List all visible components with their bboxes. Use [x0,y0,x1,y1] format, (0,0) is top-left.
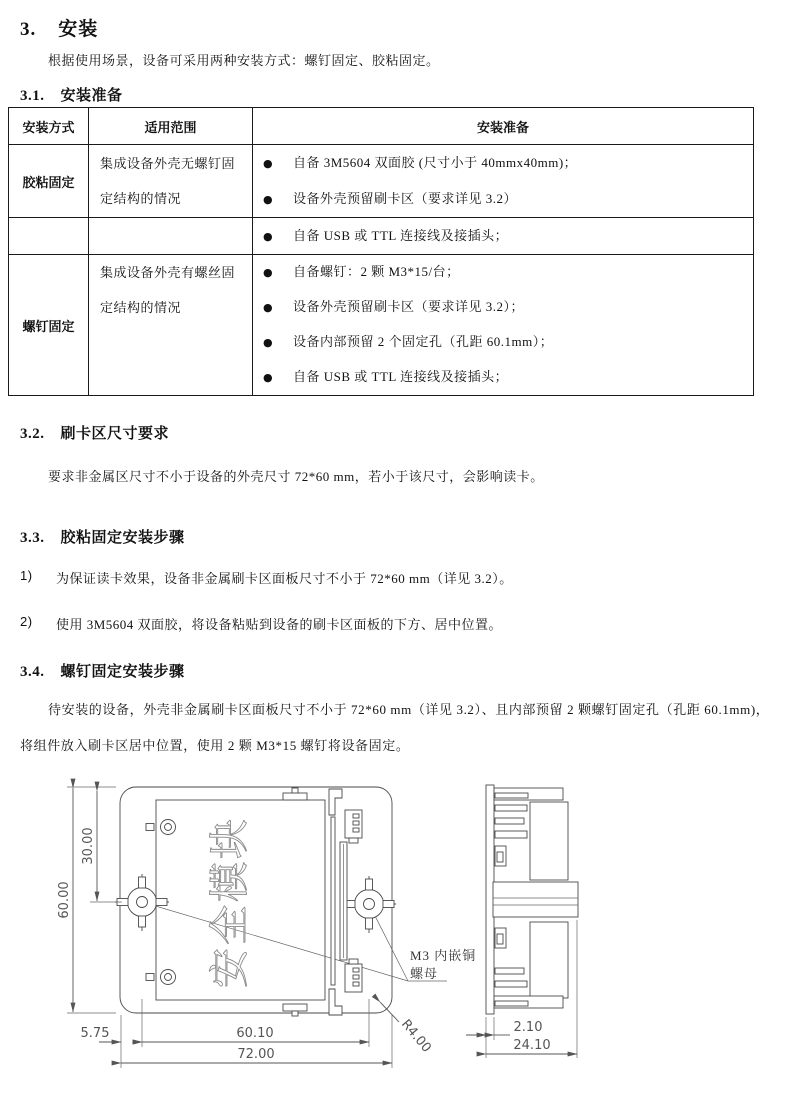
bullet-icon: ● [263,336,274,349]
side-upper-block [530,802,568,880]
col-header-prep: 安装准备 [253,108,754,145]
prep-items-cell [253,218,754,255]
dim-depth: 24.10 [513,1038,551,1053]
bullet-icon: ● [263,371,274,384]
dim-corner-radius: R4.00 [397,1016,434,1056]
bullet-icon: ● [263,193,274,206]
prep-item [253,325,753,360]
prep-items-cell [253,255,754,396]
prep-item [253,255,753,290]
table-row-screw [9,255,754,396]
scope-cell-empty [89,218,253,255]
dim-panel-thickness: 2.10 [513,1020,543,1035]
section-3-4-title: 螺钉固定安装步骤 [60,664,185,680]
section-3-2-number: 3.2. [20,426,45,442]
prep-item-text: 自备 3M5604 双面胶 (尺寸小于 40mmx40mm)； [293,155,578,170]
section-3-2-body: 要求非金属区尺寸不小于设备的外壳尺寸 72*60 mm，若小于该尺寸，会影响读卡。 [48,469,544,484]
connector-top [345,810,362,843]
dim-height: 60.00 [57,881,72,919]
bullet-icon: ● [263,157,274,170]
side-card-slot-bar [493,882,578,917]
scope-cell [89,255,253,396]
side-lower-block [530,922,568,998]
section-3-1-heading [20,84,123,105]
step-number: 1) [20,568,33,583]
prep-item-text: 自备螺钉：2 颗 M3*15/台； [293,264,460,279]
table-row-shared [9,218,754,255]
section-3-1-number: 3.1. [20,88,45,104]
prep-item [253,181,753,217]
bullet-icon: ● [263,301,274,314]
intro-paragraph: 根据使用场景，设备可采用两种安装方式：螺钉固定、胶粘固定。 [48,53,440,68]
dim-hole-offset-top: 30.00 [81,827,96,865]
step-item [20,614,772,633]
section-3-3-number: 3.3. [20,530,45,546]
section-3-2-heading [20,422,169,443]
method-cell: 胶粘固定 [9,145,89,218]
prep-item-text: 设备内部预留 2 个固定孔（孔距 60.1mm）； [293,334,554,349]
step-number: 2) [20,614,33,629]
connector-bottom [345,959,362,992]
scope-text: 集成设备外壳有螺丝固定结构的情况 [100,265,236,315]
prep-item [253,360,753,395]
section-3-3-heading [20,526,185,547]
installation-drawing [0,768,790,1103]
front-view [115,787,447,1016]
prep-item [253,290,753,325]
prep-item-text: 设备外壳预留刷卡区（要求详见 3.2）； [293,299,525,314]
dim-width: 72.00 [237,1047,275,1062]
section-3-heading [20,14,98,41]
step-text: 为保证读卡效果，设备非金属刷卡区面板尺寸不小于 72*60 mm（详见 3.2）。 [56,571,513,586]
prep-item [253,218,753,254]
module-engraved-text: 安全模块 [207,816,252,988]
install-prep-table [8,107,754,396]
col-header-scope: 适用范围 [89,108,253,145]
dim-hole-spacing: 60.10 [236,1026,274,1041]
prep-item-text: 自备 USB 或 TTL 连接线及接插头； [293,228,509,243]
prep-item [253,145,753,181]
step-text: 使用 3M5604 双面胶，将设备粘贴到设备的刷卡区面板的下方、居中位置。 [56,617,503,632]
method-cell-empty [9,218,89,255]
bullet-icon: ● [263,230,274,243]
prep-items-cell [253,145,754,218]
section-3-3-title: 胶粘固定安装步骤 [60,530,185,546]
section-3-4-body: 待安装的设备，外壳非金属刷卡区面板尺寸不小于 72*60 mm（详见 3.2）、且内部预留 2 颗螺钉固定孔（孔距 60.1mm)，将组件放入刷卡区居中位置，使用 2 颗 M3*15 螺钉将设备固定。 [20,702,770,753]
prep-item-text: 设备外壳预留刷卡区（要求详见 3.2） [293,191,518,206]
table-header-row [9,108,754,145]
section-3-1-title: 安装准备 [60,88,123,104]
section-3-4-heading [20,660,185,681]
step-item [20,568,772,587]
method-cell: 螺钉固定 [9,255,89,396]
col-header-method: 安装方式 [9,108,89,145]
section-3-4-number: 3.4. [20,664,45,680]
section-3-title: 安装 [58,19,99,40]
dim-left-offset: 5.75 [80,1026,110,1041]
section-3-number: 3. [20,19,37,40]
nut-label-line2: 螺母 [410,966,439,981]
section-3-3-steps [20,568,772,660]
card-slot-strip [331,817,335,985]
bullet-icon: ● [263,266,274,279]
table-row-adhesive [9,145,754,218]
side-view [486,785,578,1014]
mount-tab-bottom [283,1004,307,1016]
nut-label-line1: M3 内嵌铜 [410,948,477,963]
section-3-2-title: 刷卡区尺寸要求 [60,426,170,442]
scope-cell [89,145,253,218]
prep-item-text: 自备 USB 或 TTL 连接线及接插头； [293,369,509,384]
scope-text: 集成设备外壳无螺钉固定结构的情况 [100,156,236,206]
